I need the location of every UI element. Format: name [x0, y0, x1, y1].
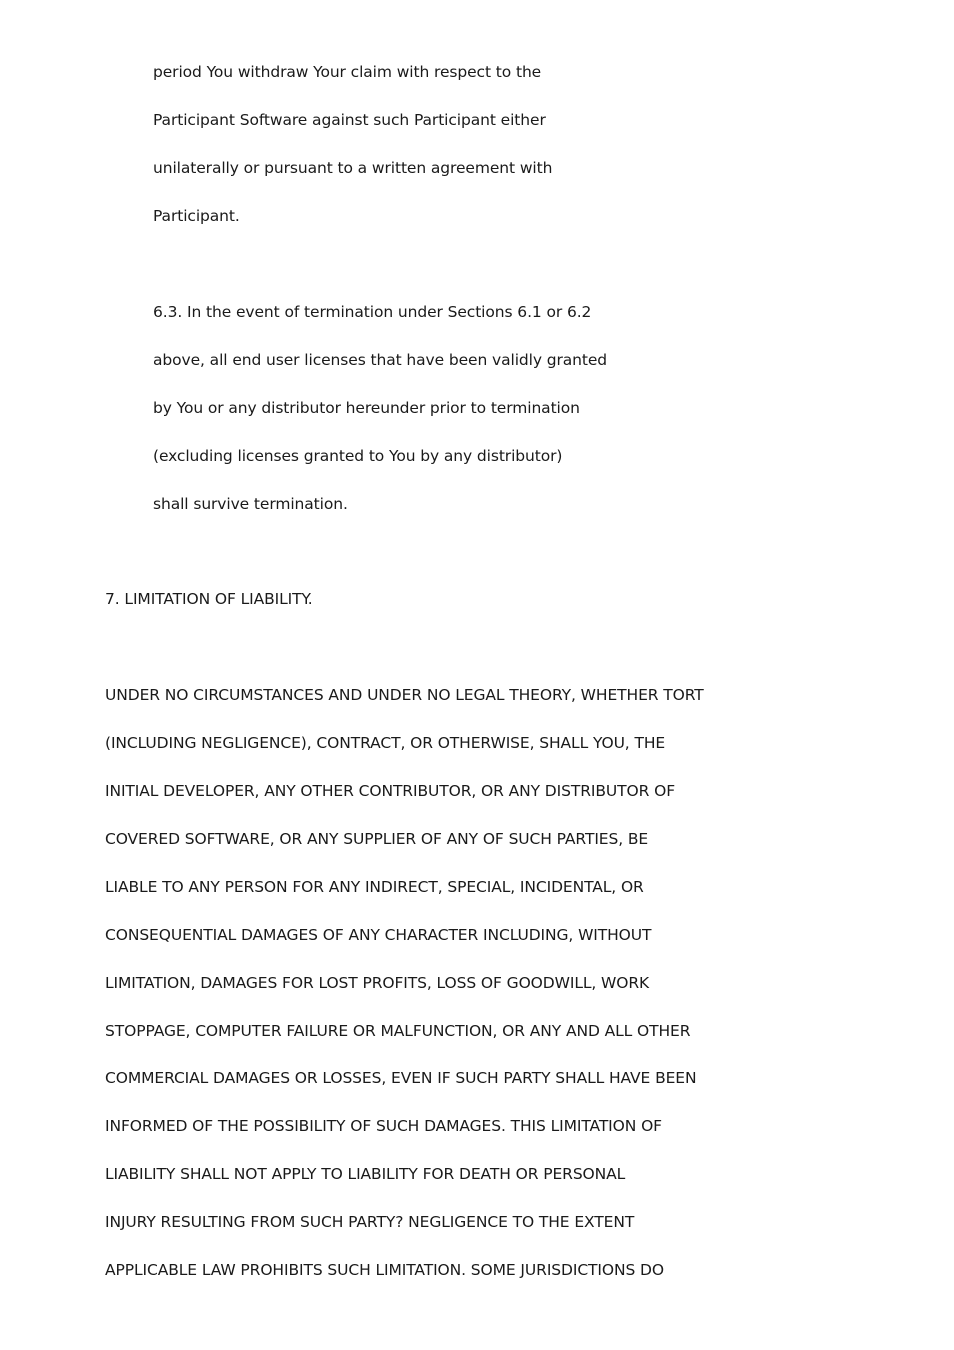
- paragraph-6-2-line: unilaterally or pursuant to a written agreement with: [153, 159, 553, 177]
- section-7-body-line: APPLICABLE LAW PROHIBITS SUCH LIMITATION. SOME JURISDICTIONS DO: [105, 1261, 664, 1279]
- section-7-body-line: CONSEQUENTIAL DAMAGES OF ANY CHARACTER INCLUDING, WITHOUT: [105, 926, 652, 944]
- paragraph-6-2-line: period You withdraw Your claim with respect to the: [153, 63, 542, 81]
- section-7-body-line: LIABILITY SHALL NOT APPLY TO LIABILITY FOR DEATH OR PERSONAL: [105, 1165, 626, 1183]
- section-7-body-line: UNDER NO CIRCUMSTANCES AND UNDER NO LEGAL THEORY, WHETHER TORT: [105, 686, 704, 704]
- section-7-body-line: LIABLE TO ANY PERSON FOR ANY INDIRECT, SPECIAL, INCIDENTAL, OR: [105, 878, 644, 896]
- section-7-body-line: (INCLUDING NEGLIGENCE), CONTRACT, OR OTHERWISE, SHALL YOU, THE: [105, 734, 666, 752]
- section-7-body-line: INITIAL DEVELOPER, ANY OTHER CONTRIBUTOR, OR ANY DISTRIBUTOR OF: [105, 782, 676, 800]
- paragraph-6-3-line: above, all end user licenses that have been validly granted: [153, 351, 608, 369]
- section-7-body-line: LIMITATION, DAMAGES FOR LOST PROFITS, LOSS OF GOODWILL, WORK: [105, 974, 650, 992]
- section-7-body-line: COVERED SOFTWARE, OR ANY SUPPLIER OF ANY OF SUCH PARTIES, BE: [105, 830, 649, 848]
- paragraph-6-3-line: (excluding licenses granted to You by any distributor): [153, 447, 563, 465]
- section-7-body-line: INFORMED OF THE POSSIBILITY OF SUCH DAMAGES. THIS LIMITATION OF: [105, 1117, 662, 1135]
- paragraph-6-2-line: Participant Software against such Participant either: [153, 111, 546, 129]
- section-7-body-line: COMMERCIAL DAMAGES OR LOSSES, EVEN IF SUCH PARTY SHALL HAVE BEEN: [105, 1069, 697, 1087]
- section-7-body-line: STOPPAGE, COMPUTER FAILURE OR MALFUNCTION, OR ANY AND ALL OTHER: [105, 1022, 691, 1040]
- paragraph-6-2-line: Participant.: [153, 207, 240, 225]
- paragraph-6-3-line: 6.3. In the event of termination under Sections 6.1 or 6.2: [153, 303, 592, 321]
- section-7-body-line: INJURY RESULTING FROM SUCH PARTY? NEGLIGENCE TO THE EXTENT: [105, 1213, 635, 1231]
- section-7-heading: 7. LIMITATION OF LIABILITY.: [105, 590, 313, 608]
- paragraph-6-3-line: shall survive termination.: [153, 495, 348, 513]
- paragraph-6-3-line: by You or any distributor hereunder prior to termination: [153, 399, 580, 417]
